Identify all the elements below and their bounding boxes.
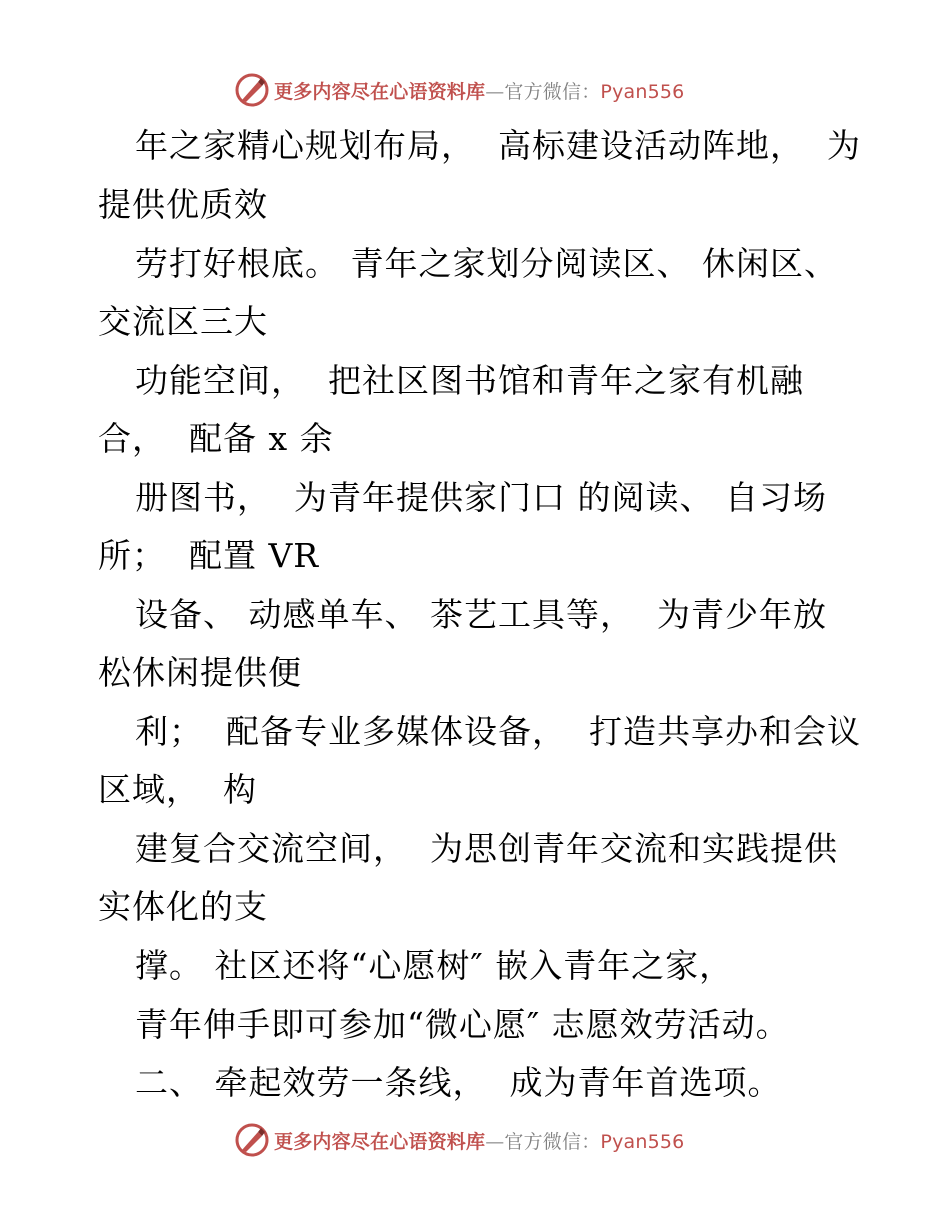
banner-wechat-id: Pyan556 — [600, 1130, 685, 1153]
banner-text — [274, 77, 684, 104]
body-line: 劳打好根底。 青年之家划分阅读区、 休闲区、 — [135, 244, 838, 283]
body-line: 功能空间， 把社区图书馆和青年之家有机融 — [135, 361, 804, 400]
footer-banner — [234, 1122, 684, 1158]
body-line: 册图书， 为青年提供家门口 的阅读、 自习场 — [135, 478, 827, 517]
body-line: 松休闲提供便 — [98, 653, 302, 692]
banner-main-text: 更多内容尽在心语资料库 — [274, 80, 486, 103]
banner-text — [274, 1127, 684, 1154]
body-line: 交流区三大 — [98, 302, 268, 341]
banner-separator: — — [485, 80, 505, 103]
body-line: 实体化的支 — [98, 887, 268, 926]
body-line: 利； 配备专业多媒体设备， 打造共享办和会议 — [135, 712, 861, 751]
body-line: 青年伸手即可参加“微心愿″ 志愿效劳活动。 — [135, 1005, 790, 1044]
body-line: 设备、 动感单车、 茶艺工具等， 为青少年放 — [135, 595, 827, 634]
body-line: 区域， 构 — [98, 770, 257, 809]
header-banner — [234, 72, 684, 108]
pen-logo-icon — [234, 72, 270, 108]
body-line: 合， 配备 x 余 — [98, 419, 334, 458]
banner-wechat-label: 官方微信： — [504, 80, 601, 103]
banner-main-text: 更多内容尽在心语资料库 — [274, 1130, 486, 1153]
pen-logo-icon — [234, 1122, 270, 1158]
banner-separator: — — [485, 1130, 505, 1153]
body-line: 提供优质效 — [98, 185, 268, 224]
banner-wechat-id: Pyan556 — [600, 80, 685, 103]
body-line: 所； 配置 VR — [98, 536, 320, 575]
body-line: 建复合交流空间， 为思创青年交流和实践提供 — [135, 829, 838, 868]
banner-wechat-label: 官方微信： — [504, 1130, 601, 1153]
body-line: 年之家精心规划布局， 高标建设活动阵地， 为 — [135, 126, 861, 165]
body-line: 撑。 社区还将“心愿树″ 嵌入青年之家， — [135, 946, 734, 985]
body-line: 二、 牵起效劳一条线， 成为青年首选项。 — [135, 1063, 782, 1102]
